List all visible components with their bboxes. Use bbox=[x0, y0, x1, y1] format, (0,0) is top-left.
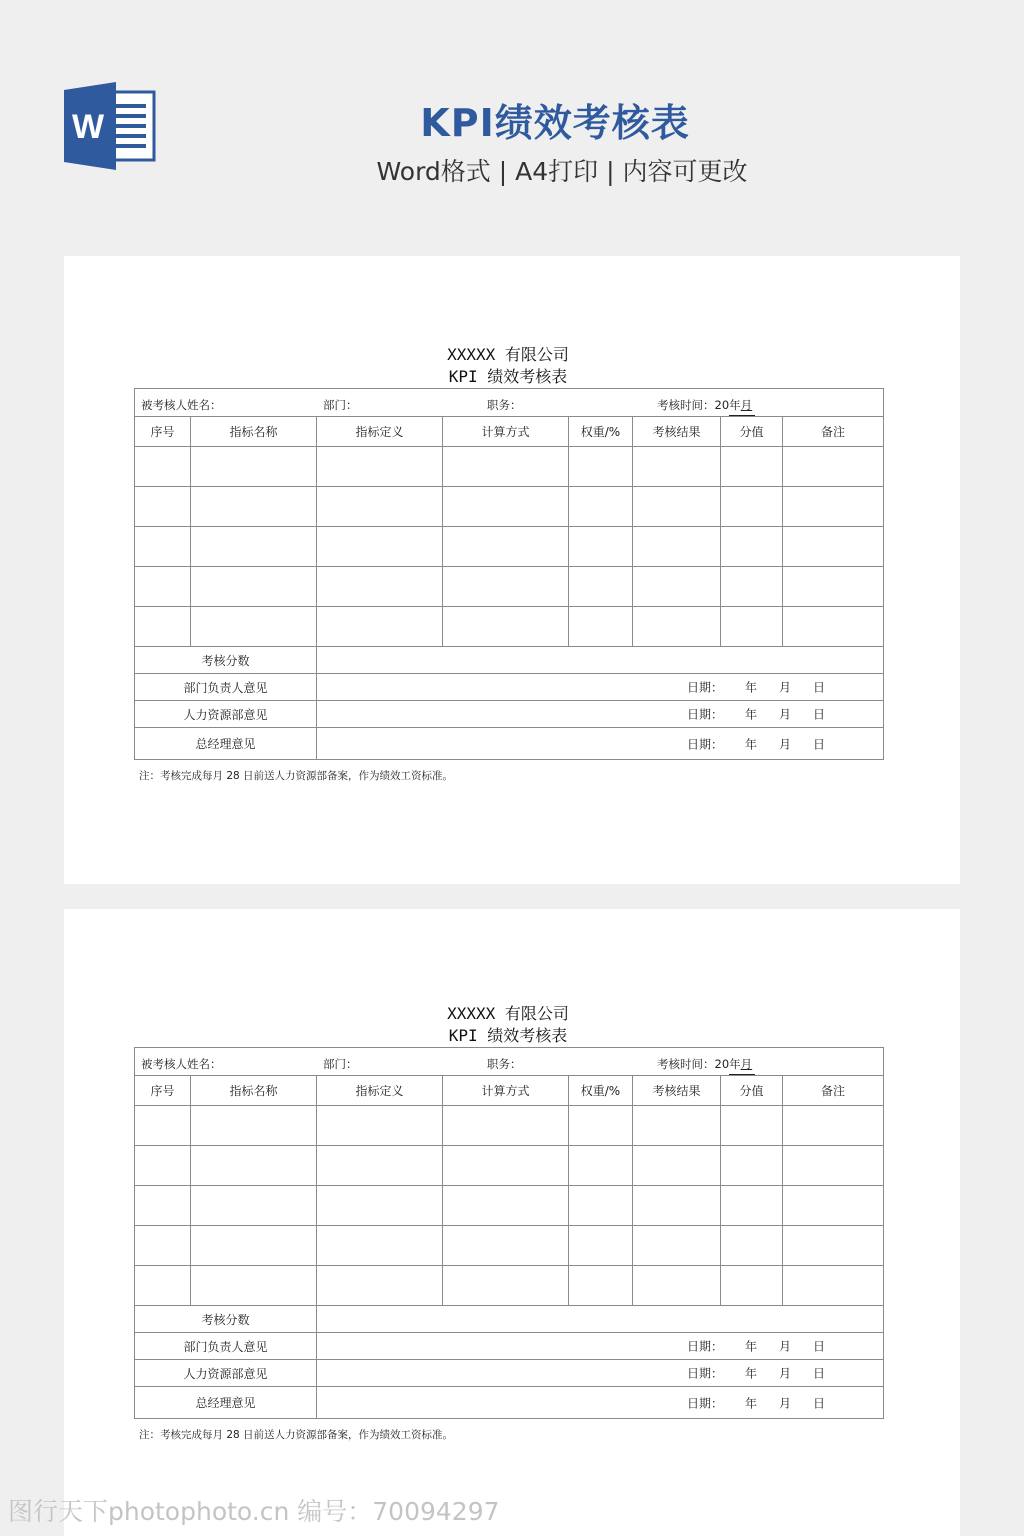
table-cell[interactable] bbox=[633, 607, 721, 647]
table-row bbox=[135, 607, 884, 647]
col-header: 序号 bbox=[135, 417, 191, 447]
table-cell[interactable] bbox=[191, 567, 317, 607]
table-row bbox=[135, 447, 884, 487]
company-name: XXXXX 有限公司 bbox=[447, 345, 569, 364]
table-cell[interactable] bbox=[317, 1146, 443, 1186]
table-cell[interactable] bbox=[783, 567, 884, 607]
col-header: 备注 bbox=[783, 417, 884, 447]
info-row bbox=[135, 1048, 884, 1076]
date-line: 日期： 年 月 日 bbox=[686, 707, 825, 722]
table-cell[interactable] bbox=[443, 1186, 569, 1226]
score-value-cell[interactable] bbox=[317, 1306, 884, 1333]
hr-opinion-label: 人力资源部意见 bbox=[135, 701, 317, 728]
table-cell[interactable] bbox=[443, 527, 569, 567]
table-cell[interactable] bbox=[191, 1106, 317, 1146]
table-cell[interactable] bbox=[783, 527, 884, 567]
table-cell[interactable] bbox=[317, 1186, 443, 1226]
table-cell[interactable] bbox=[317, 1106, 443, 1146]
score-label: 考核分数 bbox=[135, 647, 317, 674]
col-header: 计算方式 bbox=[443, 417, 569, 447]
col-header: 考核结果 bbox=[633, 417, 721, 447]
table-row bbox=[135, 1266, 884, 1306]
kpi-table bbox=[134, 388, 884, 760]
col-header: 分值 bbox=[721, 1076, 783, 1106]
form-title: KPI 绩效考核表 bbox=[448, 367, 568, 386]
table-cell[interactable] bbox=[721, 527, 783, 567]
opinion-row-hr bbox=[135, 701, 884, 728]
table-cell[interactable] bbox=[191, 1186, 317, 1226]
word-logo-letter: W bbox=[71, 108, 105, 146]
table-cell[interactable] bbox=[443, 607, 569, 647]
table-cell[interactable] bbox=[569, 527, 633, 567]
table-cell[interactable] bbox=[783, 1106, 884, 1146]
table-row bbox=[135, 1146, 884, 1186]
table-cell[interactable] bbox=[569, 447, 633, 487]
time-label: 考核时间：20 年 月 bbox=[657, 1056, 752, 1072]
table-row bbox=[135, 1226, 884, 1266]
dept-opinion-cell[interactable] bbox=[317, 1333, 884, 1360]
dept-label: 部门： bbox=[323, 1057, 358, 1071]
main-title: KPI绩效考核表 bbox=[420, 101, 690, 145]
score-row bbox=[135, 647, 884, 674]
table-cell[interactable] bbox=[783, 1146, 884, 1186]
document-page-1 bbox=[64, 256, 960, 884]
table-cell[interactable] bbox=[191, 1146, 317, 1186]
table-cell[interactable] bbox=[783, 1266, 884, 1306]
table-cell[interactable] bbox=[633, 1146, 721, 1186]
opinion-row-dept bbox=[135, 1333, 884, 1360]
document-title bbox=[134, 1003, 882, 1047]
table-cell[interactable] bbox=[317, 447, 443, 487]
table-cell[interactable] bbox=[783, 447, 884, 487]
header-row bbox=[135, 417, 884, 447]
table-cell[interactable] bbox=[569, 1146, 633, 1186]
table-cell[interactable] bbox=[721, 1146, 783, 1186]
company-name: XXXXX 有限公司 bbox=[447, 1004, 569, 1023]
table-cell[interactable] bbox=[191, 1226, 317, 1266]
table-cell[interactable] bbox=[443, 1146, 569, 1186]
table-cell[interactable] bbox=[721, 447, 783, 487]
table-cell[interactable] bbox=[569, 1266, 633, 1306]
table-cell[interactable] bbox=[135, 607, 191, 647]
table-cell[interactable] bbox=[317, 1226, 443, 1266]
table-cell[interactable] bbox=[721, 567, 783, 607]
table-cell[interactable] bbox=[135, 447, 191, 487]
table-cell[interactable] bbox=[443, 447, 569, 487]
score-value-cell[interactable] bbox=[317, 647, 884, 674]
table-cell[interactable] bbox=[783, 1226, 884, 1266]
table-cell[interactable] bbox=[633, 1226, 721, 1266]
form-title: KPI 绩效考核表 bbox=[448, 1026, 568, 1045]
opinion-row-dept bbox=[135, 674, 884, 701]
name-label: 被考核人姓名： bbox=[141, 398, 222, 412]
watermark: 图行天下photophoto.cn 编号：70094297 bbox=[8, 1497, 500, 1526]
table-cell[interactable] bbox=[135, 1266, 191, 1306]
col-header: 考核结果 bbox=[633, 1076, 721, 1106]
table-cell[interactable] bbox=[191, 1266, 317, 1306]
col-header: 指标名称 bbox=[191, 417, 317, 447]
table-cell[interactable] bbox=[317, 527, 443, 567]
table-cell[interactable] bbox=[633, 447, 721, 487]
table-cell[interactable] bbox=[569, 607, 633, 647]
footnote: 注：考核完成每月 28 日前送人力资源部备案，作为绩效工资标准。 bbox=[139, 1429, 454, 1441]
col-header: 指标定义 bbox=[317, 1076, 443, 1106]
info-row bbox=[135, 389, 884, 417]
document-title bbox=[134, 344, 882, 388]
table-cell[interactable] bbox=[721, 1106, 783, 1146]
table-cell[interactable] bbox=[135, 1186, 191, 1226]
col-header: 分值 bbox=[721, 417, 783, 447]
position-label: 职务： bbox=[487, 398, 522, 412]
table-row bbox=[135, 527, 884, 567]
table-cell[interactable] bbox=[721, 487, 783, 527]
table-cell[interactable] bbox=[721, 1226, 783, 1266]
col-header: 序号 bbox=[135, 1076, 191, 1106]
table-cell[interactable] bbox=[317, 567, 443, 607]
col-header: 指标定义 bbox=[317, 417, 443, 447]
subtitle: Word格式 | A4打印 | 内容可更改 bbox=[376, 157, 748, 186]
table-cell[interactable] bbox=[721, 1186, 783, 1226]
table-cell[interactable] bbox=[721, 1266, 783, 1306]
table-cell[interactable] bbox=[135, 487, 191, 527]
table-cell[interactable] bbox=[135, 527, 191, 567]
table-cell[interactable] bbox=[443, 567, 569, 607]
date-line: 日期： 年 月 日 bbox=[686, 1339, 825, 1354]
table-row bbox=[135, 1106, 884, 1146]
table-cell[interactable] bbox=[317, 607, 443, 647]
kpi-table bbox=[134, 1047, 884, 1419]
table-cell[interactable] bbox=[191, 607, 317, 647]
hr-opinion-cell[interactable] bbox=[317, 701, 884, 728]
opinion-row-hr bbox=[135, 1360, 884, 1387]
table-cell[interactable] bbox=[191, 527, 317, 567]
header-row bbox=[135, 1076, 884, 1106]
time-label: 考核时间：20 年 月 bbox=[657, 397, 752, 413]
date-line: 日期： 年 月 日 bbox=[686, 737, 825, 751]
col-header: 备注 bbox=[783, 1076, 884, 1106]
opinion-row-manager bbox=[135, 728, 884, 760]
table-cell[interactable] bbox=[569, 487, 633, 527]
dept-opinion-label: 部门负责人意见 bbox=[135, 1333, 317, 1360]
col-header: 权重/% bbox=[569, 1076, 633, 1106]
table-cell[interactable] bbox=[135, 1226, 191, 1266]
score-label: 考核分数 bbox=[135, 1306, 317, 1333]
hr-opinion-label: 人力资源部意见 bbox=[135, 1360, 317, 1387]
table-cell[interactable] bbox=[633, 487, 721, 527]
table-cell[interactable] bbox=[633, 527, 721, 567]
table-cell[interactable] bbox=[783, 607, 884, 647]
hr-opinion-cell[interactable] bbox=[317, 1360, 884, 1387]
date-line: 日期： 年 月 日 bbox=[686, 680, 825, 695]
name-label: 被考核人姓名： bbox=[141, 1057, 222, 1071]
table-cell[interactable] bbox=[443, 1106, 569, 1146]
dept-opinion-cell[interactable] bbox=[317, 674, 884, 701]
table-cell[interactable] bbox=[135, 1146, 191, 1186]
table-cell[interactable] bbox=[191, 447, 317, 487]
footnote: 注：考核完成每月 28 日前送人力资源部备案，作为绩效工资标准。 bbox=[139, 770, 454, 782]
date-line: 日期： 年 月 日 bbox=[686, 1396, 825, 1410]
col-header: 权重/% bbox=[569, 417, 633, 447]
table-cell[interactable] bbox=[443, 1266, 569, 1306]
table-cell[interactable] bbox=[633, 1266, 721, 1306]
table-cell[interactable] bbox=[633, 1186, 721, 1226]
table-cell[interactable] bbox=[569, 1226, 633, 1266]
manager-opinion-label: 总经理意见 bbox=[135, 1387, 317, 1419]
date-line: 日期： 年 月 日 bbox=[686, 1366, 825, 1381]
document-page-2 bbox=[64, 909, 960, 1536]
score-row bbox=[135, 1306, 884, 1333]
table-cell[interactable] bbox=[443, 487, 569, 527]
table-cell[interactable] bbox=[783, 487, 884, 527]
table-cell[interactable] bbox=[135, 1106, 191, 1146]
table-cell[interactable] bbox=[721, 607, 783, 647]
table-row bbox=[135, 1186, 884, 1226]
table-cell[interactable] bbox=[569, 1106, 633, 1146]
col-header: 指标名称 bbox=[191, 1076, 317, 1106]
table-cell[interactable] bbox=[569, 567, 633, 607]
header bbox=[0, 0, 1024, 240]
dept-opinion-label: 部门负责人意见 bbox=[135, 674, 317, 701]
position-label: 职务： bbox=[487, 1057, 522, 1071]
table-cell[interactable] bbox=[317, 487, 443, 527]
table-cell[interactable] bbox=[783, 1186, 884, 1226]
manager-opinion-cell[interactable] bbox=[317, 1387, 884, 1419]
manager-opinion-cell[interactable] bbox=[317, 728, 884, 760]
table-cell[interactable] bbox=[135, 567, 191, 607]
table-row bbox=[135, 567, 884, 607]
manager-opinion-label: 总经理意见 bbox=[135, 728, 317, 760]
table-cell[interactable] bbox=[569, 1186, 633, 1226]
table-row bbox=[135, 487, 884, 527]
dept-label: 部门： bbox=[323, 398, 358, 412]
table-cell[interactable] bbox=[633, 567, 721, 607]
table-cell[interactable] bbox=[191, 487, 317, 527]
table-cell[interactable] bbox=[633, 1106, 721, 1146]
col-header: 计算方式 bbox=[443, 1076, 569, 1106]
table-cell[interactable] bbox=[317, 1266, 443, 1306]
table-cell[interactable] bbox=[443, 1226, 569, 1266]
opinion-row-manager bbox=[135, 1387, 884, 1419]
